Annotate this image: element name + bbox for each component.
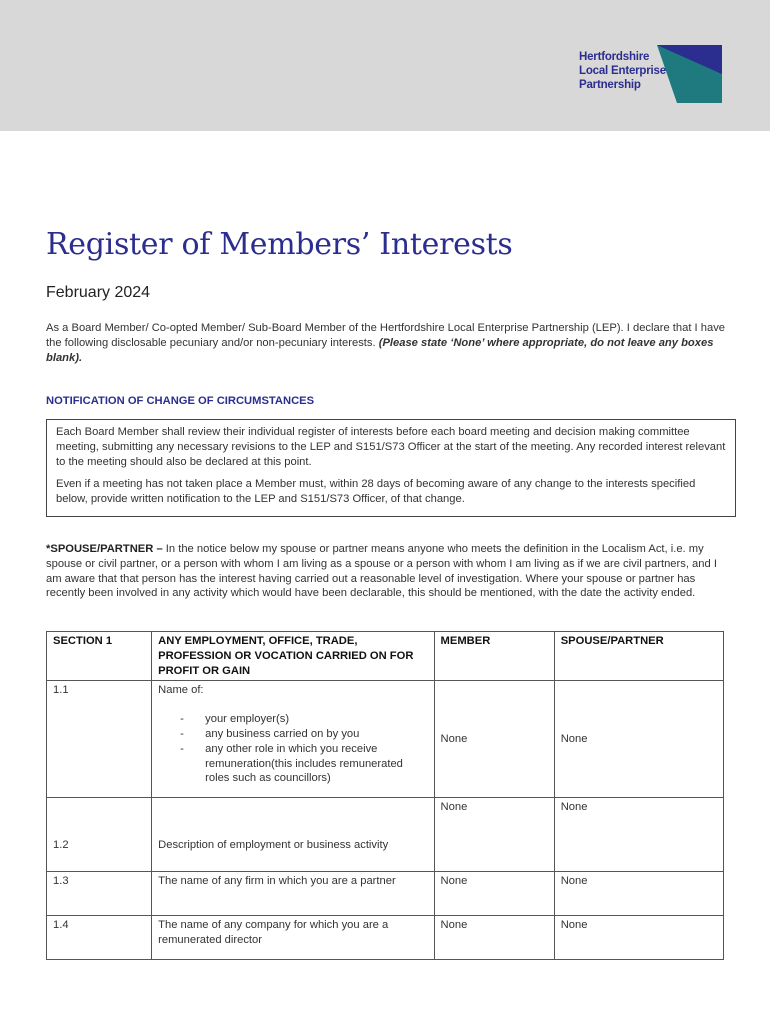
- header-employment: ANY EMPLOYMENT, OFFICE, TRADE, PROFESSION OR VOCATION CARRIED ON FOR PROFIT OR GAIN: [152, 632, 434, 681]
- spouse-value: None: [554, 681, 723, 798]
- logo-text: [579, 50, 666, 92]
- row-description-label: Name of:: [158, 684, 204, 697]
- list-item: - any business carried on by you: [180, 727, 427, 742]
- table-row: [47, 681, 724, 798]
- intro-text: As a Board Member/ Co-opted Member/ Sub-Board Member of the Hertfordshire Local Enterprise Partnership (LEP). I declare that I have the following disclosable pecuniary and/or non-pecuniary interests.: [46, 322, 726, 349]
- table-row: [47, 916, 724, 960]
- row-description: [152, 681, 434, 798]
- row-description: Description of employment or business activity: [152, 798, 434, 872]
- list-item: - any other role in which you receive remuneration(this includes remunerated roles such as councillors): [180, 742, 427, 786]
- table-header-row: [47, 632, 724, 681]
- row-description: The name of any firm in which you are a partner: [152, 872, 434, 916]
- spouse-partner-text: In the notice below my spouse or partner means anyone who meets the definition in the Localism Act, i.e. my spouse or civil partner, or a person with whom I am living as a spouse or a person with whom I am living as if we are civil partners, and I am aware that that person has the interest having carried out a reasonable level of investigation. Where your spouse or partner has recently been involved in any activity which would have been declarable, this should be mentioned, with the date the activity ended.: [46, 543, 717, 600]
- spouse-value: None: [554, 798, 723, 872]
- logo-triangle-icon: [657, 45, 722, 103]
- member-value: None: [434, 916, 554, 960]
- notification-heading: NOTIFICATION OF CHANGE OF CIRCUMSTANCES: [46, 395, 315, 407]
- row-number: 1.2: [47, 798, 152, 872]
- header-spouse-partner: SPOUSE/PARTNER: [554, 632, 723, 681]
- notification-paragraph-1: Each Board Member shall review their individual register of interests before each board meeting and decision making committee meeting, submitting any necessary revisions to the LEP and S151/S73 Officer at the start of the meeting. Any recorded interest relevant to the meeting should also be declared at this point.: [56, 426, 726, 468]
- header-band: [0, 0, 770, 131]
- intro-paragraph: [46, 321, 726, 366]
- row-number: 1.3: [47, 872, 152, 916]
- list-item: - your employer(s): [180, 712, 427, 727]
- row-description: The name of any company for which you are a remunerated director: [152, 916, 434, 960]
- table-row: [47, 872, 724, 916]
- header-section: SECTION 1: [47, 632, 152, 681]
- spouse-partner-lead: *SPOUSE/PARTNER –: [46, 543, 166, 555]
- hertfordshire-lep-logo: [579, 45, 722, 103]
- member-value: None: [434, 872, 554, 916]
- spouse-value: None: [554, 872, 723, 916]
- member-value: None: [434, 798, 554, 872]
- page-title: Register of Members’ Interests: [46, 227, 513, 262]
- table-row: [47, 798, 724, 872]
- interests-table: [46, 631, 724, 960]
- notification-box: [46, 419, 736, 517]
- row-number: 1.4: [47, 916, 152, 960]
- row-number: 1.1: [47, 681, 152, 798]
- logo-line-1: Hertfordshire: [579, 51, 650, 63]
- spouse-value: None: [554, 916, 723, 960]
- page-date: February 2024: [46, 284, 151, 301]
- name-of-list: [158, 712, 427, 786]
- member-value: None: [434, 681, 554, 798]
- logo-line-3: Partnership: [579, 79, 641, 91]
- logo-line-2: Local Enterprise: [579, 65, 666, 77]
- intro-note: (Please state ‘None’ where appropriate, do not leave any boxes blank).: [46, 337, 714, 364]
- notification-paragraph-2: Even if a meeting has not taken place a Member must, within 28 days of becoming aware of any change to the interests specified below, provide written notification to the LEP and S151/S73 Officer, of that change.: [56, 478, 696, 505]
- spouse-partner-paragraph: [46, 542, 726, 601]
- header-member: MEMBER: [434, 632, 554, 681]
